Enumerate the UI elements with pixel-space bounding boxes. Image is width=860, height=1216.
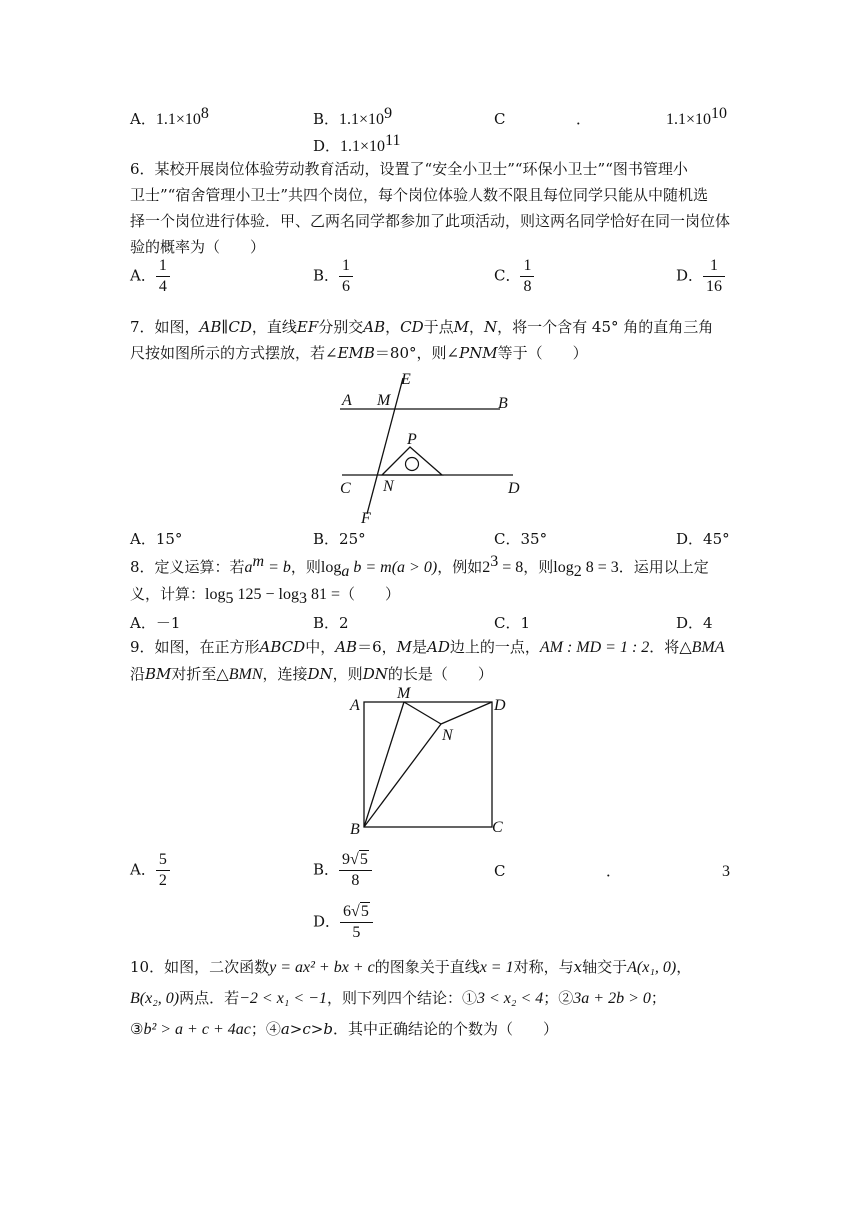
q9-figure bbox=[340, 682, 520, 842]
option-dot: ． bbox=[576, 110, 592, 128]
q7-line-1: 7．如图，AB∥CD，直线EF分别交AB，CD于点M，N，将一个含有 45° 角的直角三角 bbox=[130, 318, 714, 336]
q7-option-b[interactable]: B．25° bbox=[313, 530, 366, 548]
numerator: 1 bbox=[156, 256, 170, 277]
q7-stem bbox=[130, 314, 730, 366]
q6-line: 卫士”“宿舍管理小卫士”共四个岗位，每个岗位体验人数不限且每位同学只能从中随机选 bbox=[130, 186, 709, 204]
denominator: 8 bbox=[351, 872, 360, 889]
set-square-hole bbox=[406, 458, 419, 471]
numerator: 6√5 bbox=[340, 902, 373, 923]
option-label: A． bbox=[130, 860, 156, 879]
fraction bbox=[156, 850, 170, 891]
q9-option-c-dot: ． bbox=[606, 862, 622, 880]
numerator: 1 bbox=[339, 256, 353, 277]
label-e: E bbox=[401, 371, 411, 388]
fraction bbox=[339, 850, 372, 891]
label-d: D bbox=[494, 697, 506, 714]
q6-option-b[interactable] bbox=[313, 256, 353, 297]
q5-option-b[interactable] bbox=[313, 106, 392, 133]
option-label: B． bbox=[313, 860, 340, 879]
option-label: D． bbox=[313, 912, 341, 931]
fraction bbox=[703, 256, 725, 297]
numerator: 9√5 bbox=[339, 850, 372, 871]
q6-option-a[interactable] bbox=[130, 256, 170, 297]
denominator: 8 bbox=[523, 278, 532, 295]
q6-option-d[interactable] bbox=[676, 256, 725, 297]
fraction bbox=[339, 256, 353, 297]
q8-stem bbox=[130, 554, 730, 608]
option-exponent: 9 bbox=[384, 105, 393, 122]
option-label: A． bbox=[130, 110, 156, 128]
numerator: 1 bbox=[703, 256, 725, 277]
q6-line: 择一个岗位进行体验．甲、乙两名同学都参加了此项活动，则这两名同学恰好在同一岗位体 bbox=[130, 212, 731, 230]
denominator: 2 bbox=[158, 872, 167, 889]
q7-option-c[interactable]: C．35° bbox=[494, 530, 548, 548]
q8-line-1: 8．定义运算：若$a^m = b$，则$\log_a b = m(a > 0)$，例如$2^3 = 8$，则$\log_2 8 = 3$．运用以上定 bbox=[130, 553, 709, 580]
q9-option-c-value[interactable]: 3 bbox=[722, 863, 730, 880]
q9-option-a[interactable] bbox=[130, 850, 170, 891]
option-label: C bbox=[494, 110, 506, 128]
label-a: A bbox=[350, 697, 360, 714]
square-abcd bbox=[364, 702, 492, 827]
label-n: N bbox=[383, 478, 394, 495]
q10-line-3: ③b² > a + c + 4ac；④a>c>b．其中正确结论的个数为（ ） bbox=[130, 1020, 558, 1038]
option-value: 1.1×10 bbox=[340, 138, 386, 155]
numerator: 5 bbox=[156, 850, 170, 871]
q5-option-c-dot bbox=[576, 106, 591, 132]
option-value: 1.1×10 bbox=[339, 111, 385, 128]
q9-option-c-label[interactable]: C bbox=[494, 862, 506, 880]
q6-option-c[interactable] bbox=[494, 256, 534, 297]
option-label: D． bbox=[676, 266, 704, 285]
q10-line-2: B(x₂, 0)两点．若−2 < x₁ < −1，则下列四个结论：①3 < x₂ < 4；②3a + 2b > 0； bbox=[130, 989, 666, 1007]
option-value: 1.1×10 bbox=[666, 111, 712, 128]
q7-figure bbox=[330, 368, 530, 528]
q7-line-2: 尺按如图所示的方式摆放，若∠EMB＝80°，则∠PNM等于（ ） bbox=[130, 344, 588, 362]
fraction bbox=[340, 902, 373, 943]
label-c: C bbox=[492, 819, 503, 836]
label-b: B bbox=[498, 395, 508, 412]
option-label: B． bbox=[313, 110, 340, 128]
q6-line: 6．某校开展岗位体验劳动教育活动，设置了“安全小卫士”“环保小卫士”“图书管理小 bbox=[130, 160, 688, 178]
q8-option-a[interactable]: A．－1 bbox=[130, 614, 181, 632]
label-d: D bbox=[508, 480, 520, 497]
denominator: 4 bbox=[158, 278, 167, 295]
q8-option-c[interactable]: C．1 bbox=[494, 614, 531, 632]
label-c: C bbox=[340, 480, 351, 497]
q5-option-a[interactable] bbox=[130, 106, 209, 133]
segment-bm bbox=[364, 702, 404, 827]
fraction bbox=[156, 256, 170, 297]
segment-mn bbox=[404, 702, 441, 724]
q9-line-1: 9．如图，在正方形ABCD中，AB＝6，M是AD边上的一点，AM : MD = 1 : 2．将△BMA bbox=[130, 638, 725, 656]
option-exponent: 11 bbox=[385, 132, 401, 149]
label-b: B bbox=[350, 821, 360, 838]
q8-line-2: 义，计算：$\log_5 125 - \log_3 81$ =（ ） bbox=[130, 585, 400, 607]
q5-option-c-value[interactable] bbox=[666, 106, 727, 133]
q6-line: 验的概率为（ ） bbox=[130, 238, 266, 256]
label-p: P bbox=[407, 431, 417, 448]
q8-option-b[interactable]: B．2 bbox=[313, 614, 349, 632]
label-f: F bbox=[361, 510, 371, 527]
q5-option-c-label[interactable] bbox=[494, 106, 505, 132]
q9-stem bbox=[130, 634, 730, 688]
q9-option-b[interactable] bbox=[313, 850, 372, 891]
q7-option-a[interactable]: A．15° bbox=[130, 530, 183, 548]
q9-line-2: 沿BM对折至△BMN，连接DN，则DN的长是（ ） bbox=[130, 665, 493, 683]
option-exponent: 10 bbox=[711, 105, 728, 122]
denominator: 16 bbox=[706, 278, 723, 295]
label-n: N bbox=[442, 727, 453, 744]
option-label: B． bbox=[313, 266, 340, 285]
label-a: A bbox=[342, 392, 352, 409]
option-value: 1.1×10 bbox=[155, 111, 201, 128]
q8-option-d[interactable]: D．4 bbox=[676, 614, 713, 632]
denominator: 5 bbox=[352, 924, 361, 941]
option-label: C． bbox=[494, 266, 521, 285]
option-label: A． bbox=[130, 266, 156, 285]
q7-option-d[interactable]: D．45° bbox=[676, 530, 730, 548]
segment-bn bbox=[364, 724, 441, 827]
fraction bbox=[520, 256, 534, 297]
q10-stem bbox=[130, 952, 730, 1045]
numerator: 1 bbox=[520, 256, 534, 277]
option-label: D． bbox=[313, 137, 341, 155]
label-m: M bbox=[397, 685, 411, 702]
q9-option-d[interactable] bbox=[313, 902, 373, 943]
q10-line-1: 10．如图，二次函数y = ax² + bx + c的图象关于直线x = 1对称，与x轴交于A(x₁, 0)， bbox=[130, 958, 692, 976]
segment-dn bbox=[441, 702, 492, 724]
option-exponent: 8 bbox=[200, 105, 209, 122]
q6-stem bbox=[130, 156, 730, 260]
label-m: M bbox=[377, 392, 391, 409]
denominator: 6 bbox=[342, 278, 351, 295]
